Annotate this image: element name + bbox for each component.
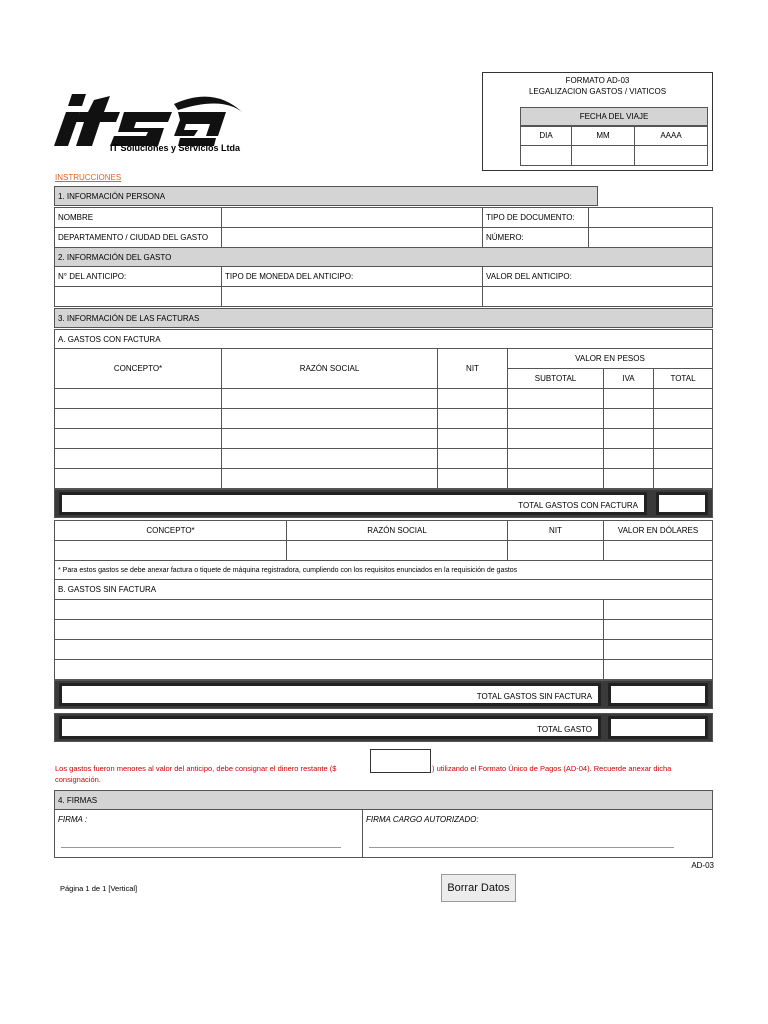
signature-box[interactable] [54,809,363,858]
dept-label: DEPARTAMENTO / CIUDAD DEL GASTO [58,233,209,242]
format-name-title: LEGALIZACION GASTOS / VIATICOS [528,87,667,96]
clear-data-button[interactable]: Borrar Datos [441,874,516,902]
instructions-link[interactable]: INSTRUCCIONES [55,173,122,182]
dept-label-cell [54,227,222,248]
col-nit [437,348,508,389]
subsection-a-header [54,329,713,349]
col-nit-usd-label: NIT [549,525,562,535]
no-invoice-value-input[interactable] [603,599,713,620]
advance-value-label: VALOR DEL ANTICIPO: [486,272,572,281]
nit-usd-input[interactable] [507,540,604,561]
nit-input[interactable] [437,388,508,409]
total-input[interactable] [653,408,713,429]
col-value-dollars-label: VALOR EN DÓLARES [617,525,699,535]
total-without-invoice-value[interactable] [608,683,708,706]
section2-header [54,247,713,267]
subtotal-input[interactable] [507,448,604,469]
page-indicator: Página 1 de 1 [Vertical] [60,884,138,893]
col-concept [54,348,222,389]
col-business-name-label: RAZÓN SOCIAL [299,363,360,373]
day-label: DIA [539,131,553,140]
section4-title: 4. FIRMAS [58,796,98,805]
nit-input[interactable] [437,428,508,449]
number-label: NÚMERO: [486,233,524,242]
no-invoice-concept-input[interactable] [54,659,604,680]
number-input[interactable] [588,227,713,248]
no-invoice-value-input[interactable] [603,639,713,660]
footer-code: AD-03 [691,861,714,870]
col-value-pesos [507,348,713,369]
year-input[interactable] [634,145,708,166]
total-input[interactable] [653,448,713,469]
business-name-input[interactable] [221,428,438,449]
authorized-signature-box[interactable] [362,809,713,858]
company-name: IT Soluciones y Servicios Ltda [110,143,241,153]
format-code-title: FORMATO AD-03 [565,76,630,85]
total-expense-label-box [59,716,601,739]
nit-input[interactable] [437,448,508,469]
subtotal-input[interactable] [507,428,604,449]
col-iva [603,368,654,389]
itsa-logo-mark [54,90,244,148]
day-input[interactable] [520,145,572,166]
business-name-input[interactable] [221,408,438,429]
year-header [634,126,708,146]
dept-input[interactable] [221,227,483,248]
iva-input[interactable] [603,448,654,469]
subtotal-input[interactable] [507,388,604,409]
section3-header [54,308,713,328]
month-header [571,126,635,146]
section2-title: 2. INFORMACIÓN DEL GASTO [58,253,172,262]
refund-note-part2: ) utilizando el Formato Único de Pagos (AD-04). Recuerde anexar dicha [432,764,672,773]
business-name-input[interactable] [221,448,438,469]
section1-header [54,186,598,206]
total-without-invoice-label-box [59,683,601,706]
total-with-invoice-value[interactable] [656,492,708,515]
concept-input[interactable] [54,448,222,469]
iva-input[interactable] [603,408,654,429]
section3-title: 3. INFORMACIÓN DE LAS FACTURAS [58,314,200,323]
col-concept-label: CONCEPTO* [113,363,163,373]
col-nit-label: NIT [466,363,479,373]
trip-date-label: FECHA DEL VIAJE [579,111,649,121]
advance-no-label: N° DEL ANTICIPO: [58,272,127,281]
authorized-signature-label: FIRMA CARGO AUTORIZADO: [366,815,479,824]
total-without-invoice-label: TOTAL GASTOS SIN FACTURA [476,692,592,701]
currency-label: TIPO DE MONEDA DEL ANTICIPO: [225,272,354,281]
trip-date-header [520,107,708,126]
col-concept-usd-label: CONCEPTO* [146,525,195,535]
iva-input[interactable] [603,428,654,449]
name-input[interactable] [221,207,483,228]
month-label: MM [596,131,610,140]
invoice-note: * Para estos gastos se debe anexar factura o tiquete de máquina registradora, cumpliendo con los requisitos enunciados en la requisición de gastos [58,567,518,574]
currency-input[interactable] [221,286,483,307]
no-invoice-value-input[interactable] [603,659,713,680]
col-total-label: TOTAL [670,373,696,383]
refund-note-part1: Los gastos fueron menores al valor del anticipo, debe consignar el dinero restante ($ [55,764,337,773]
total-expense-label: TOTAL GASTO [537,725,592,734]
no-invoice-value-input[interactable] [603,619,713,640]
number-label-cell [482,227,589,248]
doc-type-input[interactable] [588,207,713,228]
total-with-invoice-label-box [59,492,647,515]
no-invoice-concept-input[interactable] [54,599,604,620]
subtotal-input[interactable] [507,468,604,489]
total-expense-value[interactable] [608,716,708,739]
day-header [520,126,572,146]
business-name-input[interactable] [221,468,438,489]
year-label: AAAA [660,131,682,140]
month-input[interactable] [571,145,635,166]
advance-value-input[interactable] [482,286,713,307]
concept-input[interactable] [54,408,222,429]
company-logo [54,90,284,160]
col-concept-usd [54,520,287,541]
currency-label-cell [221,266,483,287]
nit-input[interactable] [437,408,508,429]
col-total [653,368,713,389]
name-label: NOMBRE [58,213,94,222]
advance-no-label-cell [54,266,222,287]
no-invoice-concept-input[interactable] [54,639,604,660]
concept-input[interactable] [54,468,222,489]
section4-header [54,790,713,810]
total-input[interactable] [653,468,713,489]
col-subtotal [507,368,604,389]
signature-line [61,847,341,848]
col-business-name-usd-label: RAZÓN SOCIAL [367,525,427,535]
subsection-b-title: B. GASTOS SIN FACTURA [58,585,157,594]
concept-input[interactable] [54,428,222,449]
advance-no-input[interactable] [54,286,222,307]
col-business-name-usd [286,520,508,541]
business-name-input[interactable] [221,388,438,409]
business-name-usd-input[interactable] [286,540,508,561]
invoice-note-row [54,560,713,580]
col-value-pesos-label: VALOR EN PESOS [575,353,645,363]
subsection-a-title: A. GASTOS CON FACTURA [58,335,161,344]
advance-value-label-cell [482,266,713,287]
refund-amount-input[interactable] [370,749,431,773]
doc-type-label-cell [482,207,589,228]
nit-input[interactable] [437,468,508,489]
value-dollars-input[interactable] [603,540,713,561]
subsection-b-header [54,579,713,600]
total-input[interactable] [653,428,713,449]
col-iva-label: IVA [622,373,635,383]
col-business-name [221,348,438,389]
col-subtotal-label: SUBTOTAL [534,373,577,383]
doc-type-label: TIPO DE DOCUMENTO: [486,213,575,222]
name-label-cell [54,207,222,228]
total-with-invoice-label: TOTAL GASTOS CON FACTURA [518,501,638,510]
col-value-dollars [603,520,713,541]
iva-input[interactable] [603,468,654,489]
subtotal-input[interactable] [507,408,604,429]
authorized-signature-line [369,847,674,848]
section1-title: 1. INFORMACIÓN PERSONA [58,192,166,201]
refund-note-part3: consignación. [55,775,101,784]
concept-input[interactable] [54,388,222,409]
signature-label: FIRMA : [58,815,88,824]
concept-usd-input[interactable] [54,540,287,561]
iva-input[interactable] [603,388,654,409]
total-input[interactable] [653,388,713,409]
col-nit-usd [507,520,604,541]
no-invoice-concept-input[interactable] [54,619,604,640]
